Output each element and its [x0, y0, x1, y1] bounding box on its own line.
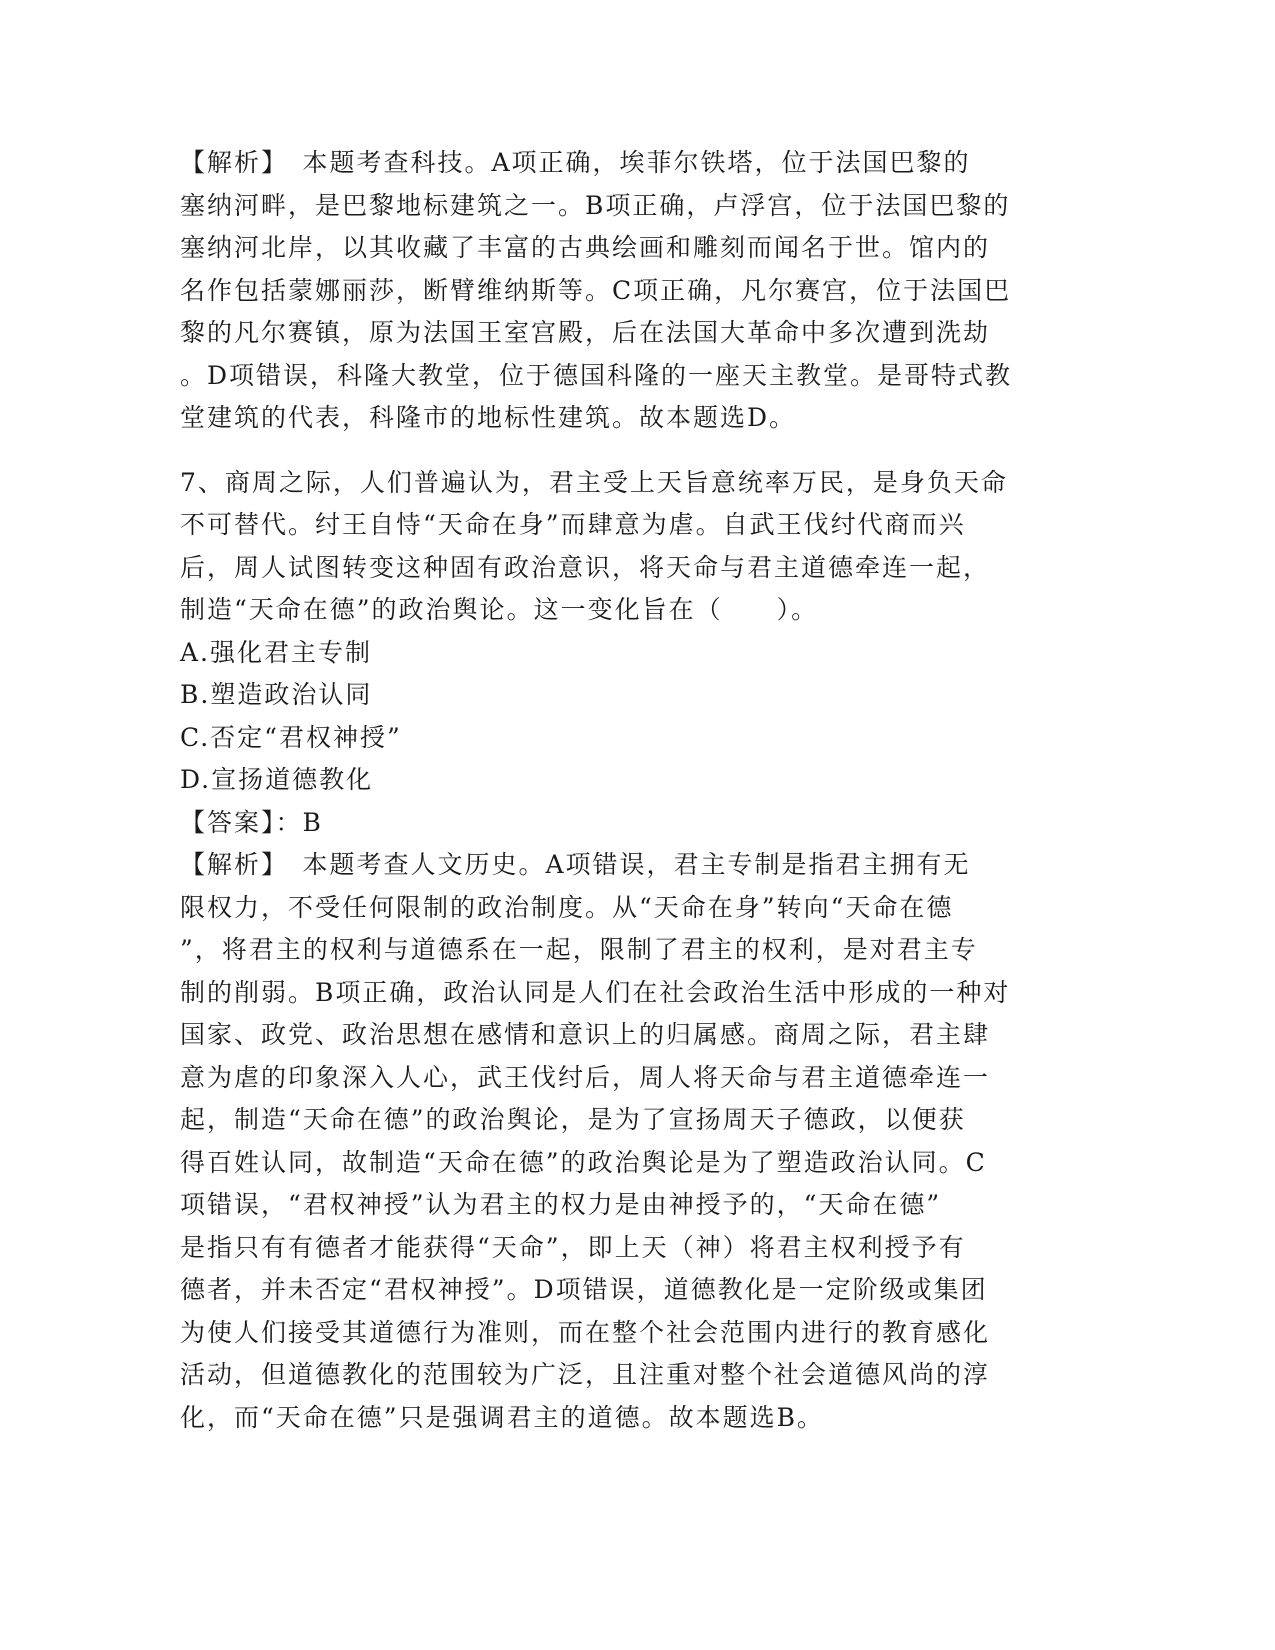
- previous-question-analysis: [180, 142, 1040, 440]
- question-stem-line: 7、商周之际，人们普遍认为，君主受上天旨意统率万民，是身负天命: [180, 467, 1008, 497]
- question-7: [180, 462, 1040, 845]
- question-7-analysis: [180, 844, 1040, 1439]
- option-d: D.宣扬道德教化: [180, 765, 374, 794]
- analysis-line: 名作包括蒙娜丽莎，断臂维纳斯等。C项正确，凡尔赛宫，位于法国巴: [180, 275, 1012, 305]
- analysis-line: 为使人们接受其道德行为准则，而在整个社会范围内进行的教育感化: [180, 1317, 991, 1347]
- analysis-line: 化，而“天命在德”只是强调君主的道德。故本题选B。: [180, 1402, 824, 1432]
- question-stem-line: 不可替代。纣王自恃“天命在身”而肆意为虐。自武王伐纣代商而兴: [180, 510, 966, 539]
- analysis-line: 堂建筑的代表，科隆市的地标性建筑。故本题选D。: [180, 403, 797, 432]
- analysis-line: 起，制造“天命在德”的政治舆论，是为了宣扬周天子德政，以便获: [180, 1105, 966, 1134]
- analysis-line: 意为虐的印象深入人心，武王伐纣后，周人将天命与君主道德牵连一: [180, 1062, 991, 1092]
- analysis-line: 【解析】 本题考查科技。A项正确，埃菲尔铁塔，位于法国巴黎的: [180, 148, 971, 177]
- analysis-line: 国家、政党、政治思想在感情和意识上的归属感。商周之际，君主肆: [180, 1020, 991, 1049]
- analysis-line: 项错误，“君权神授”认为君主的权力是由神授予的，“天命在德”: [180, 1190, 942, 1219]
- option-a: A.强化君主专制: [180, 637, 373, 667]
- analysis-line: 限权力，不受任何限制的政治制度。从“天命在身”转向“天命在德: [180, 892, 954, 922]
- analysis-line: ”，将君主的权利与道德系在一起，限制了君主的权利，是对君主专: [180, 935, 978, 964]
- answer-line: 【答案】：B: [180, 807, 323, 837]
- analysis-line: 【解析】 本题考查人文历史。A项错误，君主专制是指君主拥有无: [180, 850, 971, 879]
- analysis-line: 。D项错误，科隆大教堂，位于德国科隆的一座天主教堂。是哥特式教: [180, 360, 1013, 390]
- analysis-line: 活动，但道德教化的范围较为广泛，且注重对整个社会道德风尚的淳: [180, 1360, 991, 1389]
- question-stem-line: 后，周人试图转变这种固有政治意识，将天命与君主道德牵连一起，: [180, 552, 991, 582]
- analysis-line: 是指只有有德者才能获得“天命”，即上天（神）将君主权利授予有: [180, 1232, 966, 1262]
- question-stem-line: 制造“天命在德”的政治舆论。这一变化旨在（ ）。: [180, 595, 819, 624]
- analysis-line: 塞纳河北岸，以其收藏了丰富的古典绘画和雕刻而闻名于世。馆内的: [180, 233, 991, 262]
- analysis-line: 德者，并未否定“君权神授”。D项错误，道德教化是一定阶级或集团: [180, 1275, 988, 1304]
- option-b: B.塑造政治认同: [180, 680, 373, 709]
- analysis-line: 黎的凡尔赛镇，原为法国王室宫殿，后在法国大革命中多次遭到洗劫: [180, 318, 991, 347]
- analysis-line: 制的削弱。B项正确，政治认同是人们在社会政治生活中形成的一种对: [180, 977, 1011, 1007]
- document-page: [180, 142, 1040, 1439]
- analysis-line: 塞纳河畔，是巴黎地标建筑之一。B项正确，卢浮宫，位于法国巴黎的: [180, 190, 1011, 220]
- analysis-line: 得百姓认同，故制造“天命在德”的政治舆论是为了塑造政治认同。C: [180, 1147, 987, 1177]
- section-spacer: [180, 440, 1040, 462]
- option-c: C.否定“君权神授”: [180, 722, 402, 752]
